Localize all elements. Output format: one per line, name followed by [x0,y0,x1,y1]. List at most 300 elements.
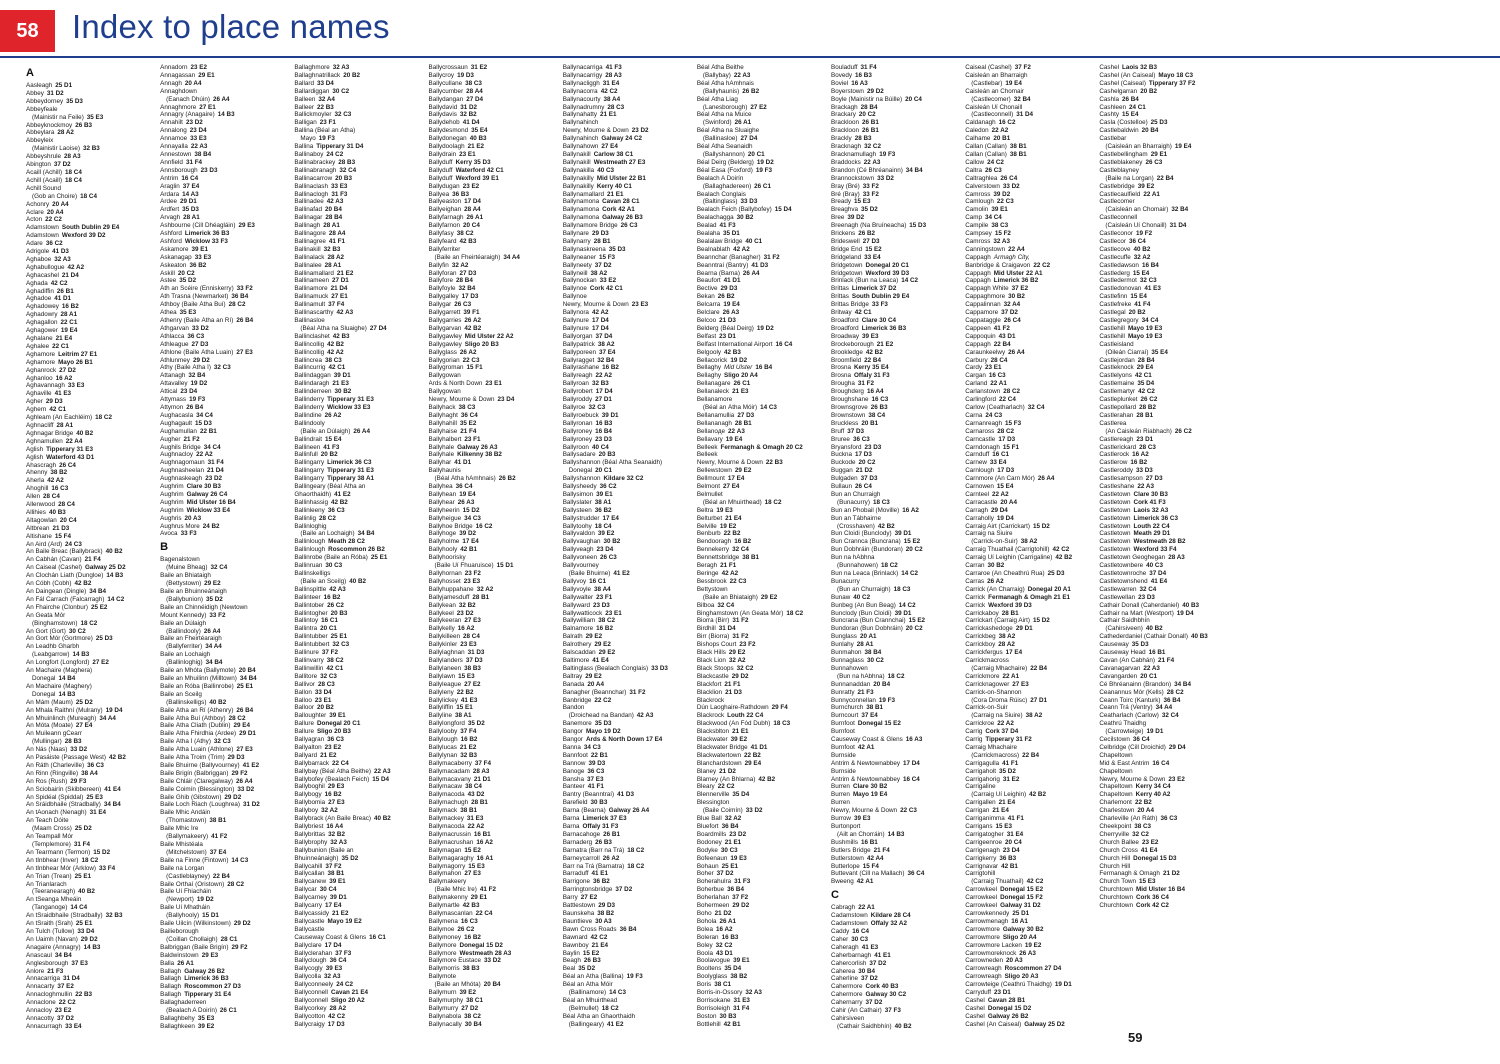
index-entry [160,699,288,707]
index-entry [831,878,959,886]
index-entry [965,380,1093,388]
place-name: Carncastle [965,435,996,443]
index-entry [294,459,422,467]
grid-reference: 38 A4 [594,585,611,593]
place-name: Barnaderg [562,838,593,846]
place-name: Bofeenaun [696,854,728,862]
grid-reference: 41 E3 [460,696,478,704]
grid-reference: 18 C2 [95,414,112,422]
place-name: Antrim & Newtownabbey [831,775,900,783]
index-entry [1099,277,1227,285]
place-name: Church Town [1099,878,1137,886]
grid-reference: 23 D2 [456,609,474,617]
grid-reference: Cavan 28 C1 [602,198,640,206]
grid-reference: 21 D2 [1162,870,1180,878]
place-name: Abbeyshrule [26,153,62,161]
index-entry [160,762,288,770]
grid-reference: 15 D2 [1032,522,1050,530]
grid-reference: Sligo 20 A3 [1004,973,1039,981]
grid-reference: 36 C3 [1160,815,1178,823]
grid-reference: 26 C3 [1145,158,1163,166]
grid-reference: 21 D2 [714,909,732,917]
place-name: Aghavannagh [26,382,65,390]
place-name: Ballyrashane [562,364,600,372]
place-name: Ballon [294,688,312,696]
grid-reference: 19 D2 [190,380,208,388]
index-entry [697,712,825,720]
grid-reference: 22 C2 [594,696,612,704]
place-name: Castleknock [1099,364,1134,372]
grid-reference: 17 D4 [464,198,481,206]
index-entry [563,119,691,127]
grid-reference: 22 A3 [728,427,745,435]
grid-reference: 38 B2 [597,909,615,917]
place-name: (Bunacurry) [837,498,870,506]
index-entry [697,388,825,396]
index-entry [160,349,288,357]
place-name: Castleisland [1099,340,1134,348]
place-name: Ballykinler [428,641,458,649]
place-name: Béal Átha hAmhnais [696,79,754,87]
grid-reference: 27 E2 [580,894,598,902]
title-rule [0,56,1500,58]
place-name: Achill Sound [26,184,62,192]
place-name: Aghadowey [26,303,59,311]
grid-reference: 15 D2 [93,848,111,856]
index-entry [429,950,557,958]
index-entry [563,554,691,562]
place-name: Aughrim [160,483,184,491]
place-name: Carna [965,411,983,419]
place-name: Caltraghlea [965,174,998,182]
index-entry [1099,412,1227,420]
place-name: Aughnaskeagh [160,475,203,483]
grid-reference: Sligo 20 A2 [330,996,365,1004]
index-entry [160,659,288,667]
place-name: (Baile Coimín) [702,807,743,815]
grid-reference: Mid Ulster 22 A1 [993,269,1043,277]
place-name: Bawnard [562,933,588,941]
place-name: Barnacahoge [562,830,601,838]
index-entry [563,744,691,752]
grid-reference: 26 C4 [59,461,76,469]
place-name: Aughils Bridge [160,443,201,451]
index-entry [429,364,557,372]
place-name: Bangor [562,728,583,736]
place-name: Agher [26,398,43,406]
grid-reference: 24 C2 [987,158,1004,166]
place-name: Ardee [160,198,177,206]
index-entry [429,997,557,1005]
grid-reference: 21 E3 [332,380,349,388]
place-name: Chapeltown [1099,751,1133,759]
index-entry [26,541,154,549]
grid-reference: 26 A4 [353,427,370,435]
place-name: Ballintra [294,625,318,633]
grid-reference: 28 C4 [58,501,75,509]
index-entry [294,926,422,934]
index-entry [1099,96,1227,104]
place-name: Ballagh [160,983,182,991]
index-entry [965,507,1093,515]
place-name: Ballinacarrow [294,174,333,182]
index-entry [160,135,288,143]
index-entry [831,752,959,760]
index-entry [429,855,557,863]
place-name: Ballycastle [294,917,325,925]
place-name: (Baile an Lochaigh) [300,530,355,538]
place-name: Ballynoe [562,293,587,301]
place-name: Borrisokane [696,996,731,1004]
place-name: Cashel (Caiseal) [1099,79,1146,87]
place-name: Brosna [831,372,851,380]
index-entry [697,768,825,776]
index-entry [26,327,154,335]
index-entry [965,420,1093,428]
place-name: Ballykelly [428,625,455,633]
grid-reference: 22 B2 [743,751,761,759]
index-entry [26,359,154,367]
index-entry [294,712,422,720]
grid-reference: 20 B2 [1128,309,1146,317]
index-entry [429,942,557,950]
index-entry [429,262,557,270]
place-name: Ballyhalbert [428,435,462,443]
index-entry [294,175,422,183]
grid-reference: 36 B4 [619,925,637,933]
index-entry [697,364,825,372]
grid-reference: 38 C2 [464,1012,481,1020]
index-entry [26,960,154,968]
place-name: Ballyroney [562,427,593,435]
grid-reference: 15 F4 [54,532,72,540]
section-letter: B [160,541,169,554]
index-entry [429,293,557,301]
grid-reference: 14 A3 [182,190,199,198]
place-name: Castleplunket [1099,396,1138,404]
place-name: Ballyslater [562,498,592,506]
grid-reference: 20 A3 [1006,957,1023,965]
place-name: Carrowneden [965,957,1004,965]
grid-reference: 30 B2 [1008,293,1025,301]
grid-reference: 14 B3 [887,830,905,838]
index-entry [26,580,154,588]
grid-reference: 40 B3 [1182,601,1199,609]
index-entry [294,127,422,135]
place-name: Blennerville [696,791,730,799]
place-name: Ballinderry [294,403,325,411]
place-name: Cappagh [965,269,991,277]
index-entry [160,167,288,175]
grid-reference: 33 D2 [237,785,255,793]
place-name: Bawnboy [562,941,589,949]
grid-reference: 22 C4 [475,909,493,917]
place-name: Brownstown [831,411,866,419]
index-entry [831,617,959,625]
place-name: Ballymurry [428,1004,459,1012]
index-entry [1099,855,1227,863]
index-entry [965,183,1093,191]
grid-reference: 40 B2 [105,548,123,556]
place-name: (Carraig Mhachaire) [971,664,1028,672]
index-entry [697,151,825,159]
place-name: Bessbrook [696,577,727,585]
place-name: Bellanaleck [696,388,730,396]
place-name: Carlow (Ceatharlach) [965,403,1025,411]
index-entry [965,704,1093,712]
index-entry [1099,570,1227,578]
place-name: Ballyroddy [562,396,593,404]
index-entry [697,957,825,965]
place-name: (Crosshaven) [837,522,875,530]
place-name: Baile an Mhuilinn (Milltown) [160,674,237,682]
place-name: Castlesampson [1099,475,1143,483]
grid-reference: 27 D1 [595,396,612,404]
index-entry [294,309,422,317]
grid-reference: 16 B2 [324,791,342,799]
index-entry [1099,689,1227,697]
grid-reference: 32 B3 [105,912,123,920]
place-name: Béal Átha na Muice [696,111,752,119]
grid-reference: South Dublin 29 E4 [851,293,910,301]
grid-reference: 15 E3 [853,198,871,206]
grid-reference: 30 C4 [319,886,337,894]
grid-reference: 16 C4 [1152,759,1170,767]
grid-reference: 28 C3 [1139,443,1156,451]
grid-reference: 16 C3 [460,917,478,925]
place-name: An Trianlarach [26,880,67,888]
place-name: Ballinfull [294,451,318,459]
index-entry [26,264,154,272]
grid-reference: 19 E4 [1174,143,1192,151]
grid-reference: 37 D2 [865,999,883,1007]
grid-reference: Limerick 36 B3 [184,230,230,238]
place-name: Ballyhooly [428,546,458,554]
grid-reference: 36 C2 [45,240,63,248]
index-entry [26,446,154,454]
index-entry [1099,111,1227,119]
index-entry [1099,317,1227,325]
grid-reference: 19 E4 [723,301,740,309]
grid-reference: 21 E2 [459,743,477,751]
place-name: Ballyvaldon [562,530,595,538]
index-entry [965,712,1093,720]
index-entry [697,111,825,119]
index-entry [294,499,422,507]
place-name: Carras [965,577,985,585]
grid-reference: 23 D2 [205,475,222,483]
place-name: Ballinafad [294,206,323,214]
index-entry [831,214,959,222]
place-name: Brownsgrove [831,403,868,411]
place-name: Ballina (Béal an Átha) [294,127,356,135]
place-name: Ballyhahill [428,419,457,427]
place-name: Ballyhaght [428,411,458,419]
index-entry [563,562,691,570]
place-name: Ballindaragh [294,380,330,388]
index-entry [831,238,959,246]
place-name: Aughrim [160,490,184,498]
place-name: Allihies [26,508,46,516]
grid-reference: 39 F1 [463,309,480,317]
index-entry [1099,673,1227,681]
grid-reference: 38 A4 [603,95,621,103]
grid-reference: 38 B1 [742,554,760,562]
grid-reference: 18 C3 [773,720,791,728]
place-name: Allenwood [26,501,56,509]
place-name: Carnanreagh [965,419,1002,427]
grid-reference: 19 D2 [196,896,214,904]
index-entry [563,1013,691,1021]
place-name: Ballymore [428,941,457,949]
index-entry [965,776,1093,784]
index-entry [965,562,1093,570]
place-name: Athboy (Baile Átha Buí) [160,301,226,309]
grid-reference: 26 C2 [457,925,475,933]
place-name: (Leabgarrow) [32,651,70,659]
grid-reference: 41 F1 [328,237,345,245]
place-name: Ballyhale [428,443,455,451]
place-name: (Thomastown) [166,817,207,825]
index-entry [1099,467,1227,475]
place-name: Charleville (An Ráth) [1099,815,1158,823]
place-name: Ballycassidy [294,909,329,917]
index-entry [160,428,288,436]
place-name: Britway [831,309,852,317]
grid-reference: 27 E4 [601,143,618,151]
place-name: (Ballinskelligs) [166,698,207,706]
grid-reference: Westmeath 27 E3 [593,158,646,166]
grid-reference: 32 B3 [323,245,341,253]
index-entry [697,404,825,412]
grid-reference: Kilkenny 38 B2 [457,451,502,459]
grid-reference: 26 A4 [1037,475,1055,483]
index-entry [1099,88,1227,96]
place-name: Buckode [831,459,856,467]
place-name: Annamoe [160,135,188,143]
index-entry [429,918,557,926]
index-entry [965,222,1093,230]
index-entry [429,159,557,167]
index-entry [160,1007,288,1015]
place-name: Bullaun [831,483,853,491]
grid-reference: 42 B2 [330,498,348,506]
index-entry [160,999,288,1007]
grid-reference: 14 C4 [70,904,88,912]
place-name: Ballincollig [294,348,325,356]
index-entry [26,975,154,983]
grid-reference: 23 D2 [185,119,203,127]
index-entry [160,262,288,270]
grid-reference: 31 D4 [1169,222,1187,230]
index-entry [160,388,288,396]
index-entry [1099,230,1227,238]
grid-reference: 15 E3 [995,823,1012,830]
grid-reference: 28 B1 [734,419,752,427]
grid-reference: 22 C2 [58,999,76,1007]
place-name: Breaghva [831,206,858,214]
place-name: Castlecaulfield [1099,190,1141,198]
index-entry [26,525,154,533]
grid-reference: 22 C3 [900,807,917,815]
place-name: (Muine Bheag) [166,564,208,572]
grid-reference: Galway 30 B2 [1002,925,1044,933]
grid-reference: 30 B2 [736,214,754,222]
place-name: Baile Coimín (Blessington) [160,785,235,793]
index-entry [965,127,1093,135]
grid-reference: 25 E1 [74,872,92,880]
place-name: Carnaross [965,427,995,435]
grid-reference: 22 A2 [196,451,213,459]
index-entry [429,523,557,531]
place-name: Boherlahan [696,894,730,902]
grid-reference: 19 E2 [1024,941,1042,949]
index-entry [965,151,1093,159]
index-entry [160,580,288,588]
grid-reference: Cork 40 B3 [865,983,899,991]
place-name: An Clochán Liath (Dungloe) [26,572,104,580]
grid-reference: 23 D4 [180,388,198,396]
place-name: Brideswell [831,237,860,245]
index-entry [1099,610,1227,618]
index-entry [965,119,1093,127]
index-entry [160,754,288,762]
index-entry [965,689,1093,697]
grid-reference: 35 E2 [459,419,477,427]
index-entry [697,420,825,428]
index-entry [831,594,959,602]
index-entry [697,997,825,1005]
place-name: Ceann Toirc (Kanturk) [1099,696,1161,704]
grid-reference: 16 C1 [369,933,386,941]
index-entry [563,349,691,357]
index-entry [831,523,959,531]
place-name: Bun an Phobail (Moville) [831,506,900,514]
place-name: Annacurragh [26,1022,63,1030]
place-name: Ballyleny [428,688,454,696]
grid-reference: 26 B3 [870,403,888,411]
place-name: Carrick-on-Suir [965,704,1008,712]
place-name: Ceathrú Thaidhg [1099,720,1147,728]
place-name: Ballyroe [562,403,586,411]
grid-reference: 29 E2 [728,649,746,657]
grid-reference: 27 D1 [332,277,349,285]
grid-reference: 16 B4 [755,364,773,372]
grid-reference: 24 C3 [65,540,82,548]
place-name: Burtonport [831,823,861,830]
place-name: Ballyvoneen [562,554,597,562]
grid-reference: Clare 30 B3 [186,483,221,491]
index-entry [831,546,959,554]
grid-reference: 35 D3 [182,206,199,214]
index-entry [563,380,691,388]
index-entry [1099,191,1227,199]
index-entry [697,301,825,309]
index-entry [1099,783,1227,791]
grid-reference: 15 D4 [372,775,390,783]
grid-reference: 42 C2 [328,1012,345,1020]
place-name: (Baile Bhuirne) [568,570,611,577]
place-name: An Fhairche (Clonbur) [26,603,88,611]
grid-reference: 39 D3 [588,759,606,767]
place-name: Ballincrea [294,356,322,364]
index-entry [429,641,557,649]
grid-reference: 40 B3 [1190,633,1208,641]
grid-reference: 23 F2 [739,641,756,649]
grid-reference: 38 C2 [326,656,344,664]
grid-reference: Limerick 36 B2 [993,277,1039,285]
grid-reference: 36 B4 [721,823,739,830]
